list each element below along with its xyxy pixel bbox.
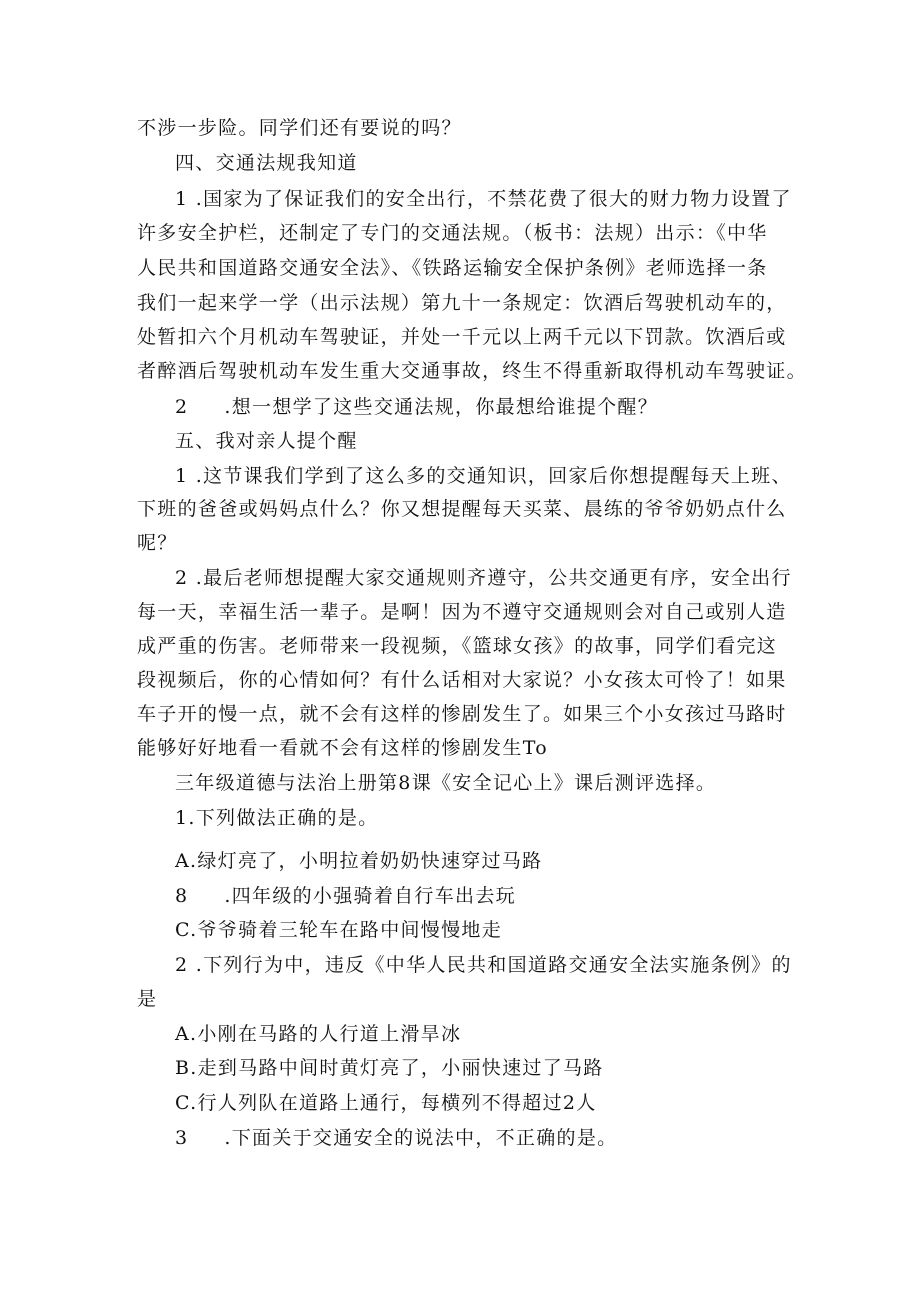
- section-5-p2-line-2: 每一天，幸福生活一辈子。是啊！因为不遵守交通规则会对自己或别人造: [137, 601, 787, 623]
- q2-stem-line-1: 2 .下列行为中，违反《中华人民共和国道路交通安全法实施条例》的: [175, 954, 792, 976]
- q1-stem: 1.下列做法正确的是。: [175, 807, 379, 829]
- q1-option-b: [175, 882, 516, 910]
- section-5-p2-line-5: 车子开的慢一点，就不会有这样的惨剧发生了。如果三个小女孩过马路时: [137, 703, 787, 725]
- section-4-p1-line-3: 人民共和国道路交通安全法》、《铁路运输安全保护条例》老师选择一条: [137, 257, 768, 279]
- section-5-p2-line-1: 2 .最后老师想提醒大家交通规则齐遵守，公共交通更有序，安全出行: [175, 567, 792, 589]
- intro-line-1: 不涉一步险。同学们还有要说的吗？: [137, 117, 462, 139]
- q2-option-c: C.行人列队在道路上通行，每横列不得超过2人: [175, 1092, 597, 1114]
- section-5-p1-line-1: 1 .这节课我们学到了这么多的交通知识，回家后你想提醒每天上班、: [175, 465, 792, 487]
- section-5-p1-line-2: 下班的爸爸或妈妈点什么？你又想提醒每天买菜、晨练的爷爷奶奶点什么: [137, 498, 787, 520]
- q2-option-b: B.走到马路中间时黄灯亮了，小丽快速过了马路: [175, 1057, 604, 1079]
- section-4-heading: 四、交通法规我知道: [175, 152, 358, 174]
- section-5-p1-line-3: 呢？: [137, 532, 178, 554]
- section-4-p2-number: 2: [175, 396, 189, 418]
- q2-option-a: A.小刚在马路的人行道上滑旱冰: [175, 1023, 462, 1045]
- q1-option-b-text: .四年级的小强骑着自行车出去玩: [224, 885, 516, 907]
- q2-stem-line-2: 是: [137, 988, 158, 1010]
- section-5-p2-line-6: 能够好好地看一看就不会有这样的惨剧发生To: [137, 737, 548, 759]
- section-5-p2-line-3: 成严重的伤害。老师带来一段视频，《篮球女孩》的故事，同学们看完这: [137, 635, 778, 657]
- section-4-p2-text: .想一想学了这些交通法规，你最想给谁提个醒？: [224, 396, 659, 418]
- q3-stem: [175, 1124, 617, 1152]
- q3-stem-text: .下面关于交通安全的说法中，不正确的是。: [224, 1127, 618, 1149]
- section-4-p1-line-1: 1 .国家为了保证我们的安全出行，不禁花费了很大的财力物力设置了: [175, 188, 792, 210]
- section-5-p2-line-4: 段视频后，你的心情如何？有什么话相对大家说？小女孩太可怜了！如果: [137, 669, 787, 691]
- q1-option-a: A.绿灯亮了，小明拉着奶奶快速穿过马路: [175, 850, 543, 872]
- section-5-heading: 五、我对亲人提个醒: [175, 430, 358, 452]
- section-4-p1-line-6: 者醉酒后驾驶机动车发生重大交通事故，终生不得重新取得机动车驾驶证。: [137, 360, 807, 382]
- section-4-p1-line-2: 许多安全护栏，还制定了专门的交通法规。（板书：法规）出示：《中华: [137, 222, 768, 244]
- q1-option-c: C.爷爷骑着三轮车在路中间慢慢地走: [175, 919, 503, 941]
- section-4-p1-line-4: 我们一起来学一学（出示法规）第九十一条规定：饮酒后驾驶机动车的，: [137, 292, 787, 314]
- section-4-p1-line-5: 处暂扣六个月机动车驾驶证，并处一千元以上两千元以下罚款。饮酒后或: [137, 326, 787, 348]
- section-4-p2: [175, 393, 658, 421]
- q1-option-b-number: 8: [175, 885, 189, 907]
- q3-number: 3: [175, 1127, 189, 1149]
- quiz-title: 三年级道德与法治上册第8课《安全记心上》课后测评选择。: [175, 772, 717, 794]
